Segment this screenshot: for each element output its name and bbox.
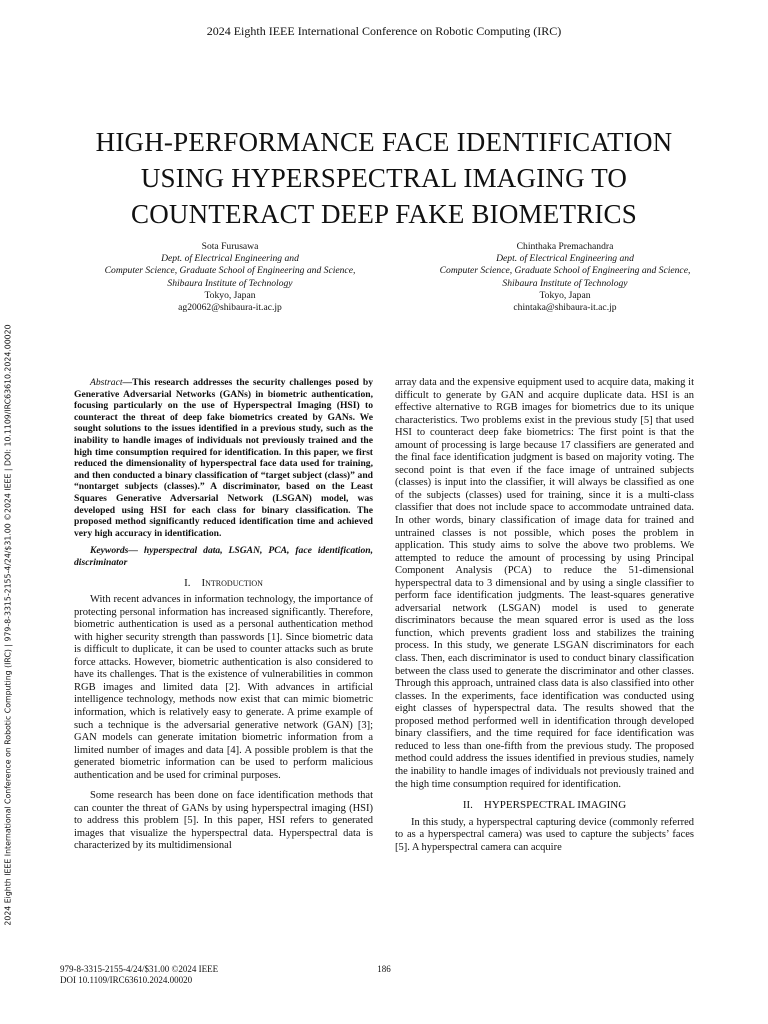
author-location: Tokyo, Japan bbox=[204, 289, 256, 301]
author-email: ag20062@shibaura-it.ac.jp bbox=[178, 302, 282, 314]
doi-sidebar bbox=[2, 300, 14, 950]
paper-title bbox=[40, 124, 728, 232]
abstract bbox=[74, 377, 373, 539]
right-column bbox=[395, 377, 694, 854]
section-heading-1 bbox=[74, 577, 373, 590]
left-column bbox=[74, 377, 373, 853]
intro-paragraph-1: With recent advances in information technology, the importance of protecting personal information has increased significantly. Therefore, biometric authentication is used as a personal authentication method with higher security strength than passwords [1]. Since biometric data is difficult to duplicate, it can be used to counter attacks such as brute force attacks. However, biometric authentication is also considered to have its challenges. That is the existence of vulnerabilities in common RGB images and limited data [2]. With advances in artificial intelligence technology, methods now exist that can mimic biometric information, which is relatively easy to generate. A prime example of such a technique is the adversarial generative network (GAN) [3]; GAN models can generate imitation biometric information from a limited number of images and data [4]. A possible problem is that the generated biometric information can be used to perform malicious authentication and be used for criminal purposes. bbox=[74, 594, 373, 781]
title-line: HIGH-PERFORMANCE FACE IDENTIFICATION bbox=[95, 127, 673, 157]
abstract-text: This research addresses the security challenges posed by Generative Adversarial Networks (GANs) in biometric authentication, focusing particularly on the use of Hyperspectral Imaging (HSI) to counteract the threat of deep fake biometrics created by GANs. We sought solutions to the issues identified in a previous study, such as the inability to handle images of individuals not previously trained and the high time consumption required for identification. In this paper, we first reduced the dimensionality of hyperspectral face data used for training, and then conducted a binary classification of “target subject (class)” and “nontarget subjects (classes).” A discriminator, based on the Least Squares Generative Adversarial Network (LSGAN) model, was developed using HSI for each class for binary classification. The proposed method significantly reduced identification time and achieved very high accuracy in identification. bbox=[74, 377, 373, 539]
author-location: Tokyo, Japan bbox=[539, 289, 591, 301]
keywords bbox=[74, 545, 373, 568]
body-paragraph-continued: array data and the expensive equipment used to acquire data, making it difficult to generate by GAN and acquire duplicate data. HSI is an effective alternative to RGB images for biometrics due to its unique characteristics. Two problems exist in the previous study [5] that used HSI to counteract deep fake biometrics: The first point is that the amount of processing is large because 17 classifiers are generated and the final face identification judgment is based on majority voting. The second point is that even if the face image of untrained subjects (classes) is input into the classifier, it will always be classified as one of the subjects (classes) used for training, since it is a multi-class classifier that does not include space to accommodate untrained data. In other words, binary classification of image data for trained and untrained classes is not possible, which poses the problem in application. This study aims to solve the above two problems. We attempted to reduce the amount of processing by using Principal Component Analysis (PCA) to reduce the 51-dimensional hyperspectral data to 3 dimensional and by using a single classifier to perform face identification judgments. The least-squares generative adversarial network (LSGAN) model is used to generate discriminators because the mean squared error is used as the loss function, which prevents gradient loss and stabilizes the training process. In this study, we generate LSGAN discriminators for each class. Then, each discriminator is used to conduct binary classification between the class used to generate the discriminator and other classes. Through this approach, untrained class data is also classified into other classes. In the experiments, face identification was conducted using eight classes of hyperspectral data. The results showed that the proposed method performed well in identification through developed binary classifiers, and the time required for face identification was reduced to less than one-fifth from the previous study. The proposed method could address the issues identified in previous studies, namely the inability to handle images of individuals not previously trained and the high time consumption required for identification. bbox=[395, 377, 694, 790]
author-affiliation: Computer Science, Graduate School of Engineering and Science, bbox=[104, 265, 356, 277]
author-block-1 bbox=[60, 241, 400, 314]
keywords-label: Keywords— bbox=[90, 545, 138, 557]
author-affiliation: Computer Science, Graduate School of Engineering and Science, bbox=[439, 265, 691, 277]
abstract-label: Abstract bbox=[90, 377, 123, 388]
author-email: chintaka@shibaura-it.ac.jp bbox=[513, 302, 617, 314]
author-name: Sota Furusawa bbox=[201, 241, 259, 252]
section-number: II. bbox=[462, 799, 473, 812]
section-title: Introduction bbox=[201, 576, 263, 589]
section-heading-2 bbox=[395, 799, 694, 812]
section-number: I. bbox=[184, 576, 191, 589]
running-header: 2024 Eighth IEEE International Conference on Robotic Computing (IRC) bbox=[206, 24, 562, 38]
abstract-dash: — bbox=[122, 377, 133, 388]
sidebar-text: 2024 Eighth IEEE International Conference on Robotic Computing (IRC) | 979-8-3315-2155-4/24/$31.00 ©2024 IEEE | DOI: 10.1109/IRC63610.2024.00020 bbox=[3, 324, 13, 926]
intro-paragraph-2: Some research has been done on face identification methods that can counter the threat of GANs by using hyperspectral imaging (HSI) to address this problem [5]. In this paper, HSI refers to generated images that visualize the hyperspectral data. Hyperspectral data is characterized by its multidimensional bbox=[74, 790, 373, 852]
section-title: HYPERSPECTRAL IMAGING bbox=[483, 799, 627, 812]
title-line: USING HYPERSPECTRAL IMAGING TO bbox=[140, 163, 628, 193]
author-block-2 bbox=[380, 241, 750, 314]
author-affiliation: Shibaura Institute of Technology bbox=[167, 277, 293, 289]
copyright-line: 979-8-3315-2155-4/24/$31.00 ©2024 IEEE bbox=[60, 964, 219, 974]
author-affiliation: Dept. of Electrical Engineering and bbox=[496, 253, 634, 265]
author-affiliation: Shibaura Institute of Technology bbox=[502, 277, 628, 289]
doi-line: DOI 10.1109/IRC63610.2024.00020 bbox=[60, 975, 193, 985]
author-name: Chinthaka Premachandra bbox=[516, 241, 614, 252]
author-affiliation: Dept. of Electrical Engineering and bbox=[161, 253, 299, 265]
page-number: 186 bbox=[377, 964, 391, 974]
title-line: COUNTERACT DEEP FAKE BIOMETRICS bbox=[131, 199, 637, 229]
keywords-text: hyperspectral data, LSGAN, PCA, face identification, discriminator bbox=[74, 545, 373, 568]
hsi-paragraph-1: In this study, a hyperspectral capturing device (commonly referred to as a hyperspectral camera) was used to capture the subjects’ faces [5]. A hyperspectral camera can acquire bbox=[395, 816, 694, 853]
